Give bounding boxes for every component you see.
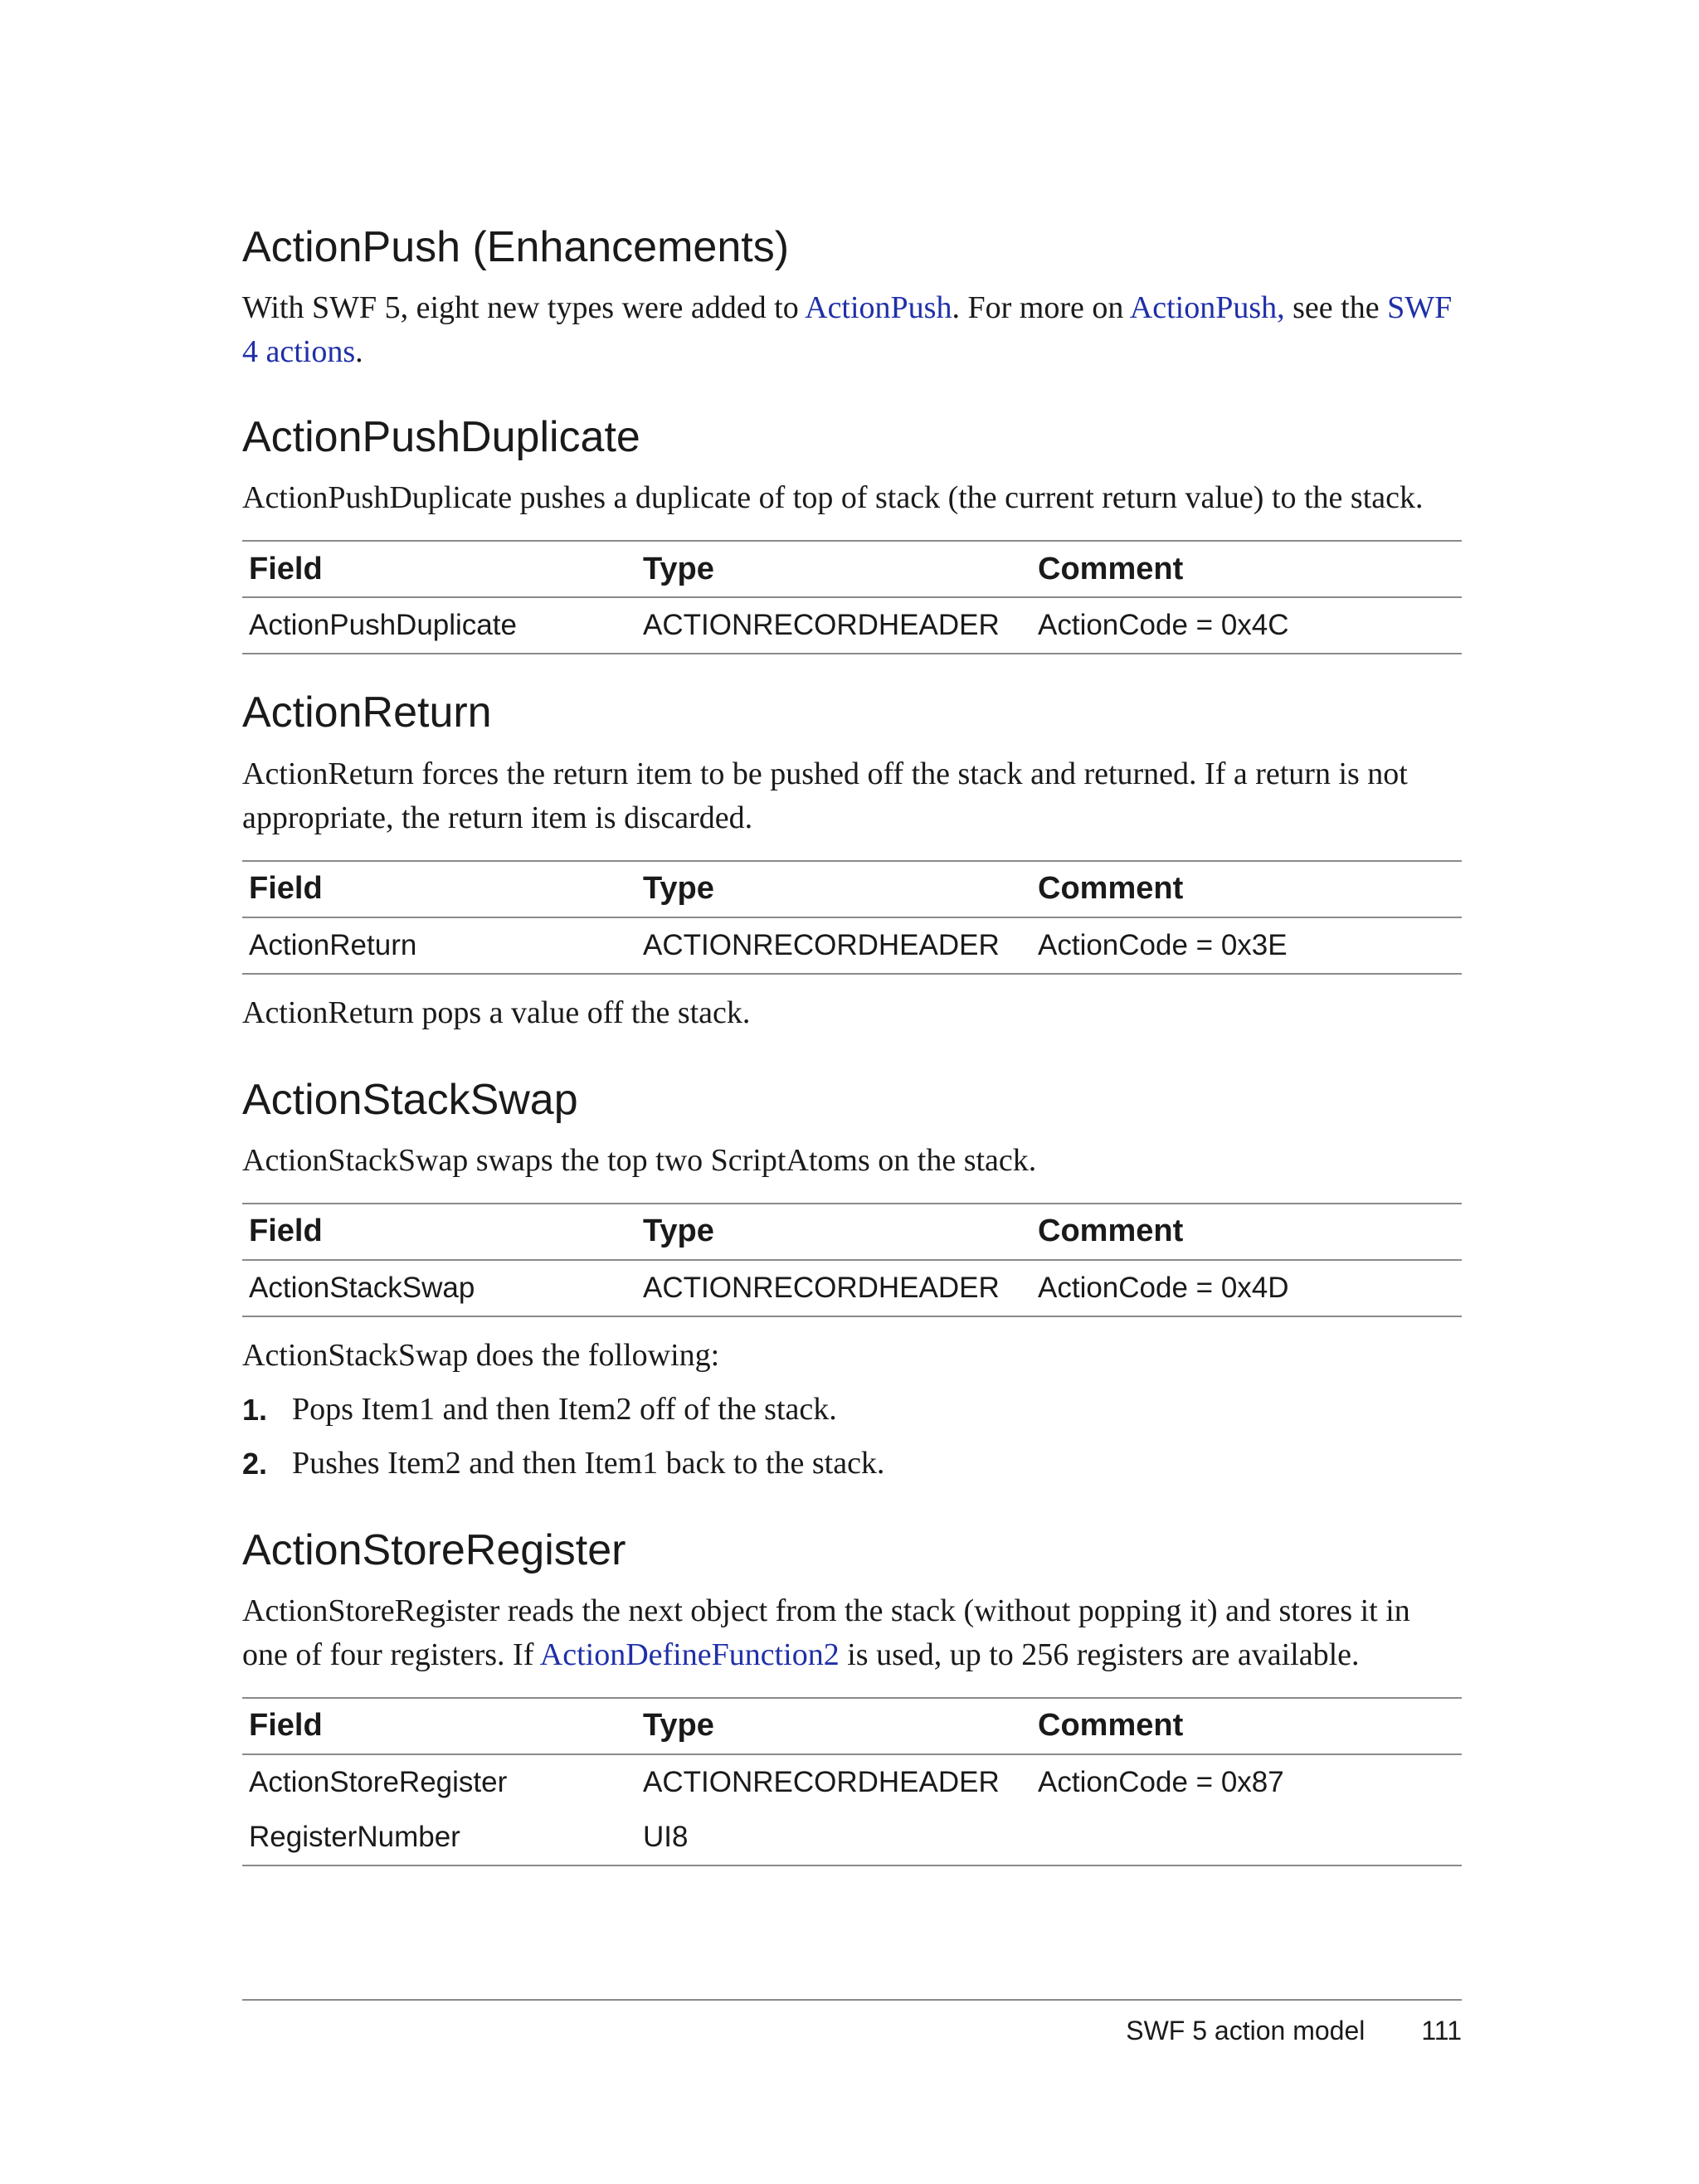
cell-type: ACTIONRECORDHEADER	[643, 609, 1000, 642]
list-text: Pops Item1 and then Item2 off of the stack.	[292, 1391, 837, 1427]
list-number: 2.	[242, 1446, 268, 1481]
header-comment: Comment	[1038, 871, 1184, 907]
header-type: Type	[643, 551, 714, 586]
section-note: ActionReturn pops a value off the stack.	[242, 995, 751, 1030]
link-actionpush[interactable]: ActionPush	[805, 290, 952, 326]
section-note: ActionStackSwap does the following:	[242, 1337, 720, 1373]
section-title: ActionStoreRegister	[242, 1525, 626, 1574]
section-paragraph: ActionReturn forces the return item to be pushed off the stack and returned. If a return is not appropriate, the return item is discarded.	[242, 756, 1408, 835]
header-comment: Comment	[1038, 1708, 1184, 1744]
table-row	[242, 597, 1462, 654]
cell-type: ACTIONRECORDHEADER	[643, 928, 1000, 961]
section-paragraph: ActionStackSwap swaps the top two ScriptAtoms on the stack.	[242, 1142, 1037, 1178]
cell-field: ActionReturn	[249, 928, 417, 961]
cell-comment: ActionCode = 0x3E	[1038, 928, 1288, 961]
page-number: 111	[1421, 2016, 1462, 2045]
header-comment: Comment	[1038, 551, 1184, 586]
header-comment: Comment	[1038, 1214, 1184, 1249]
header-field: Field	[249, 1214, 323, 1249]
section-actionpushduplicate	[242, 414, 1462, 654]
section-title: ActionPush (Enhancements)	[242, 223, 790, 271]
section-paragraph	[242, 286, 1462, 374]
cell-type: UI8	[643, 1820, 689, 1853]
text-run: With SWF 5, eight new types were added to	[242, 290, 806, 326]
cell-type: ACTIONRECORDHEADER	[643, 1271, 1000, 1304]
section-title: ActionPushDuplicate	[242, 413, 640, 462]
text-run: .	[355, 334, 363, 370]
section-title: ActionReturn	[242, 688, 492, 737]
text-run: is used, up to 256 registers are available.	[839, 1637, 1360, 1672]
section-paragraph	[242, 1589, 1462, 1677]
page-footer	[242, 1999, 1462, 2046]
table-header-row	[242, 861, 1462, 917]
field-table	[242, 860, 1462, 975]
cell-field: ActionPushDuplicate	[249, 609, 517, 642]
table-row	[242, 1810, 1462, 1865]
cell-comment: ActionCode = 0x4C	[1038, 609, 1289, 642]
footer-chapter: SWF 5 action model	[1126, 2016, 1366, 2045]
cell-field: ActionStoreRegister	[249, 1765, 508, 1798]
section-actionreturn	[242, 689, 1462, 1034]
document-page	[242, 224, 1462, 1866]
field-table	[242, 1203, 1462, 1317]
cell-comment: ActionCode = 0x4D	[1038, 1271, 1289, 1304]
section-actionpush	[242, 224, 1462, 374]
link-swf4-actions[interactable]: SWF 4 actions	[242, 290, 1453, 370]
link-actiondefinefunction2[interactable]: ActionDefineFunction2	[539, 1637, 840, 1672]
list-item	[242, 1442, 1462, 1486]
table-header-row	[242, 1698, 1462, 1754]
header-field: Field	[249, 551, 323, 586]
table-row	[242, 1754, 1462, 1810]
text-run: see the	[1284, 290, 1388, 326]
list-item	[242, 1388, 1462, 1432]
cell-comment: ActionCode = 0x87	[1038, 1765, 1284, 1798]
section-actionstoreregister	[242, 1527, 1462, 1866]
header-field: Field	[249, 871, 323, 907]
header-type: Type	[643, 1214, 714, 1249]
table-row	[242, 917, 1462, 974]
list-text: Pushes Item2 and then Item1 back to the stack.	[292, 1445, 885, 1481]
header-field: Field	[249, 1708, 323, 1744]
section-actionstackswap	[242, 1077, 1462, 1486]
cell-type: ACTIONRECORDHEADER	[643, 1765, 1000, 1798]
text-run: . For more on	[952, 290, 1130, 326]
cell-field: ActionStackSwap	[249, 1271, 475, 1304]
table-header-row	[242, 1204, 1462, 1260]
cell-field: RegisterNumber	[249, 1820, 460, 1853]
field-table	[242, 540, 1462, 654]
list-number: 1.	[242, 1392, 268, 1427]
section-title: ActionStackSwap	[242, 1075, 578, 1124]
table-header-row	[242, 541, 1462, 597]
text-run: ActionStoreRegister reads the next object from the stack (without popping it) and stores it in one of four registers. If	[242, 1593, 1410, 1672]
link-actionpush-2[interactable]: ActionPush,	[1129, 290, 1285, 326]
table-row	[242, 1260, 1462, 1316]
section-paragraph: ActionPushDuplicate pushes a duplicate of top of stack (the current return value) to the stack.	[242, 480, 1424, 516]
field-table	[242, 1697, 1462, 1866]
header-type: Type	[643, 871, 714, 907]
header-type: Type	[643, 1708, 714, 1744]
cell-comment	[1031, 1810, 1462, 1865]
